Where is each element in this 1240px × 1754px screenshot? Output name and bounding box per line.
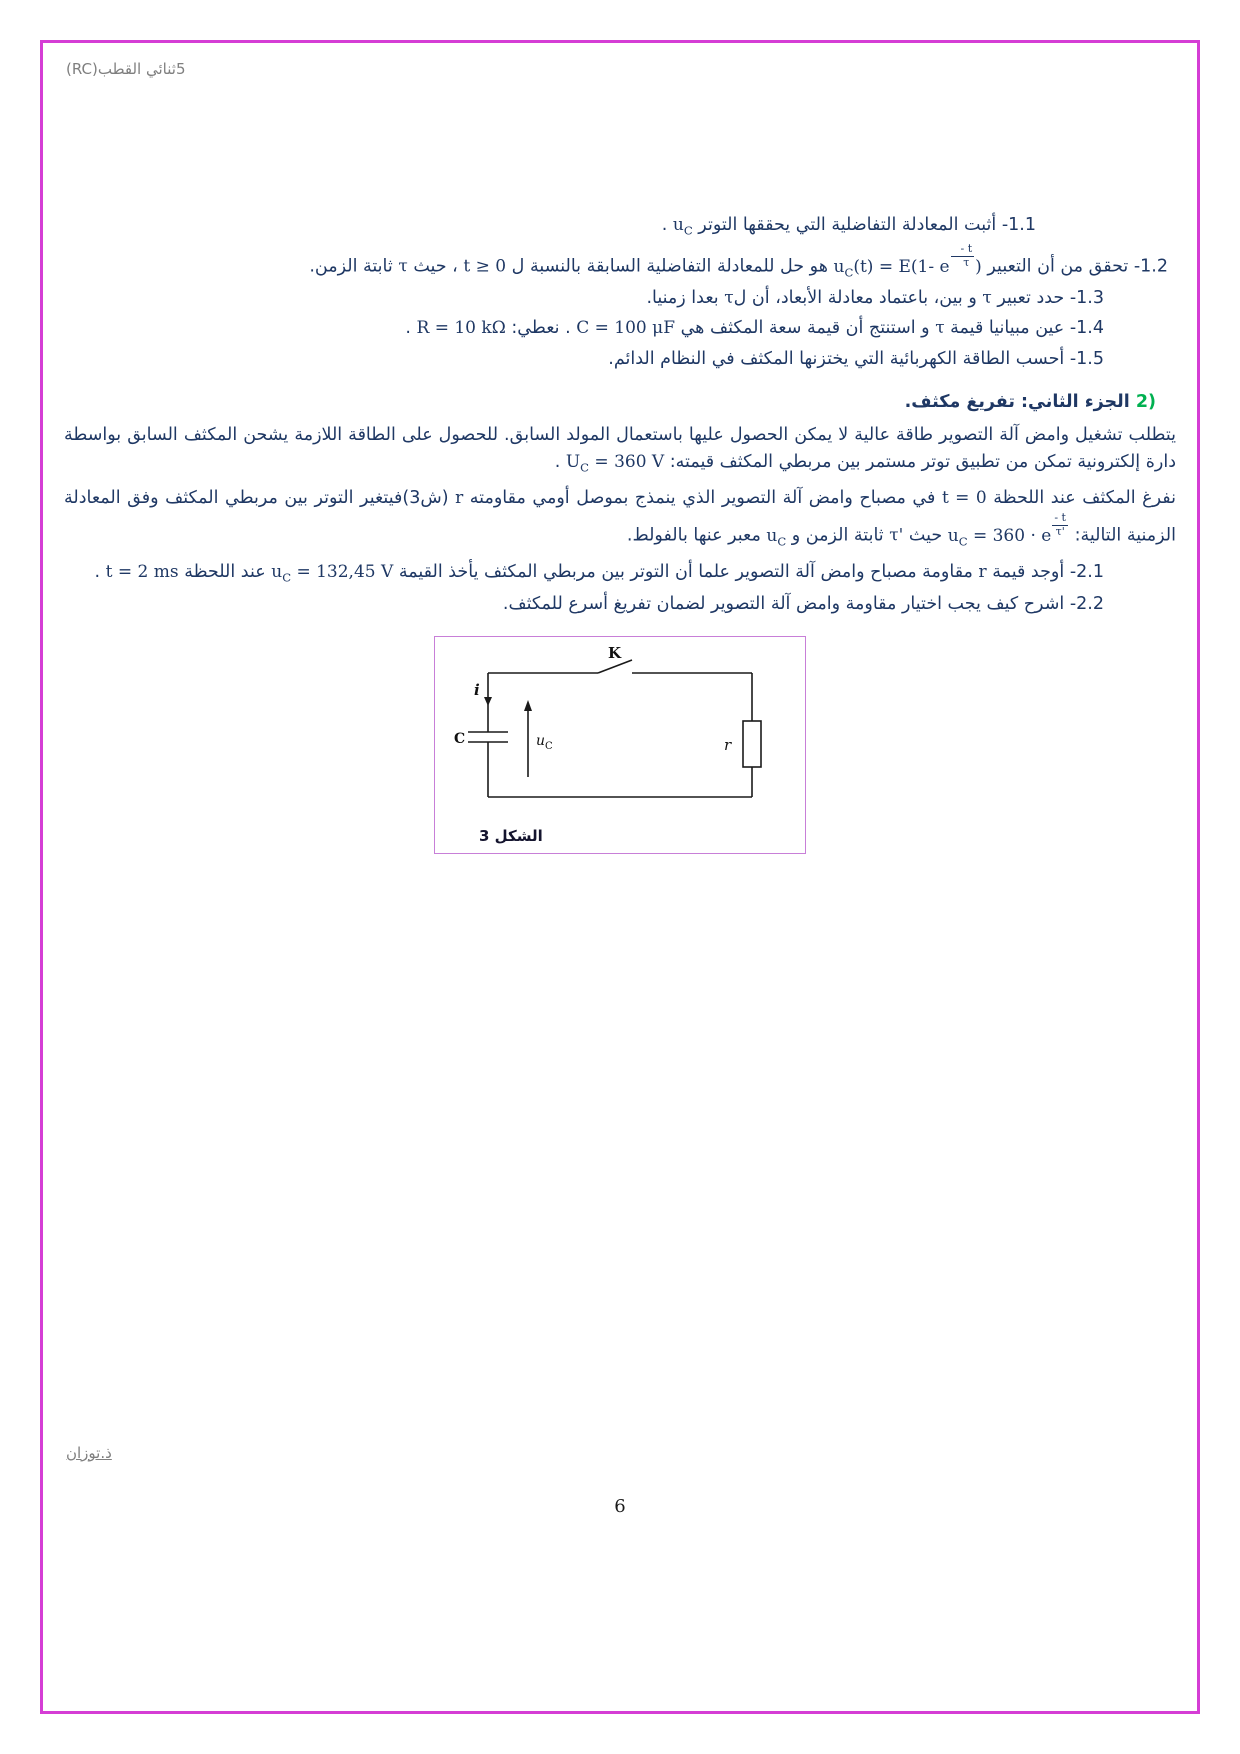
exponent-fraction: [951, 243, 975, 269]
footer-author: ذ.توزان: [66, 1444, 112, 1462]
exponent-numerator: - t: [1054, 511, 1066, 525]
question-1-5-text: أحسب الطاقة الكهربائية التي يختزنها المكثف في النظام الدائم.: [608, 348, 1065, 369]
question-1-4: [64, 315, 1176, 342]
tau-symbol: τ: [724, 288, 734, 309]
question-2-2-text: اشرح كيف يجب اختيار مقاومة وامض آلة التصوير لضمان تفريغ أسرع للمكثف.: [502, 593, 1065, 614]
part2-heading: [64, 389, 1176, 416]
question-1-5-number: 1.5-: [1069, 348, 1104, 369]
question-1-2-text-b: هو حل للمعادلة التفاضلية السابقة بالنسبة ل: [511, 257, 828, 277]
exponent-denominator: τ': [1055, 525, 1065, 539]
tau-symbol: τ: [935, 318, 945, 339]
uc-arrowhead: [524, 700, 532, 711]
part2-paragraph-2-text-f: معبر عنها بالفولط.: [626, 526, 761, 547]
uc-charging-value: [565, 451, 665, 475]
formula-close: ): [975, 257, 982, 277]
condition-t: t ≥ 0: [463, 257, 507, 277]
part2-paragraph-2: [64, 485, 1176, 551]
capacitance-value: C = 100 μF: [576, 318, 675, 339]
uc-symbol: [766, 526, 787, 549]
question-1-3-text-c: بعدا زمنيا.: [646, 288, 719, 309]
u-symbol: u: [947, 526, 959, 547]
question-2-1: [64, 559, 1176, 587]
circuit-diagram: [440, 645, 800, 823]
part2-paragraph-2-text-c: (ش3)فيتغير التوتر بين مربطي المكثف وفق المعادلة الزمنية التالية:: [64, 488, 1176, 547]
formula-body: = 360 · e: [967, 526, 1052, 547]
part2-paragraph-2-text-d: حيث: [908, 526, 943, 547]
resistor-body: [743, 721, 761, 767]
u-symbol: u: [766, 526, 778, 547]
current-label: i: [474, 680, 480, 699]
period: .: [94, 562, 101, 583]
part2-paragraph-2-text-a: نفرغ المكثف عند اللحظة: [993, 488, 1176, 509]
voltage-value: = 360 V: [589, 451, 665, 472]
time-zero: t = 0: [941, 488, 987, 509]
u-symbol: U: [565, 451, 581, 472]
uc-measured-value: [271, 562, 394, 585]
question-1-1-text: أثبت المعادلة التفاضلية التي يحققها التوتر: [698, 215, 997, 235]
question-1-1-number: 1.1-: [1001, 215, 1036, 235]
u-symbol: u: [672, 215, 684, 235]
u-subscript: C: [282, 570, 292, 585]
resistor-label: r: [724, 735, 732, 754]
page-header: [66, 60, 186, 78]
u-subscript: C: [844, 265, 854, 280]
uc-label-sub: C: [545, 740, 553, 752]
exponent-numerator: - t: [951, 243, 975, 257]
tau-symbol: τ: [982, 288, 992, 309]
uc-symbol: [672, 215, 693, 238]
question-1-3-text-b: و بين، باعتماد معادلة الأبعاد، أن ل: [733, 288, 977, 309]
period: .: [405, 318, 411, 339]
question-2-1-text-a: أوجد قيمة: [992, 562, 1065, 583]
question-2-1-number: 2.1-: [1069, 562, 1104, 583]
u-subscript: C: [958, 534, 968, 549]
question-1-2-text-c: ، حيث: [413, 257, 458, 277]
part2-title: الجزء الثاني: تفريغ مكثف.: [904, 391, 1130, 412]
capacitor-label: C: [454, 730, 466, 747]
question-1-3: [64, 285, 1176, 312]
part2-paragraph-1-text: يتطلب تشغيل وامض آلة التصوير طاقة عالية لا يمكن الحصول عليها باستعمال المولد السابق. للحصول على الطاقة اللازمة يشحن المكثف السابق بواسطة دارة إلكترونية تمكن من تطبيق توتر مستمر بين مربطي المكثف قيمته:: [64, 424, 1176, 472]
period: .: [554, 451, 561, 472]
exponent-fraction: [1052, 512, 1068, 538]
document-content: [64, 212, 1176, 854]
question-1-2-text-d: ثابتة الزمن.: [309, 257, 393, 277]
u-symbol: u: [271, 562, 283, 583]
question-1-2: [64, 243, 1176, 282]
switch-label: K: [608, 644, 622, 662]
formula-uc-discharge: [947, 511, 1069, 549]
question-1-4-text-c: . نعطي:: [511, 318, 571, 339]
question-1-2-number: 1.2-: [1133, 257, 1168, 277]
u-subscript: C: [777, 534, 787, 549]
current-arrowhead: [484, 697, 492, 706]
exponent-denominator: τ: [963, 255, 970, 269]
question-1-1: [64, 212, 1176, 240]
formula-body: (t) = E(1- e: [853, 257, 950, 277]
header-title: 5ثنائي القطب(RC): [66, 60, 186, 78]
r-symbol: r: [978, 562, 987, 583]
tau-prime-symbol: τ': [889, 526, 904, 547]
question-1-5: [64, 346, 1176, 373]
voltage-value: = 132,45 V: [291, 562, 394, 583]
uc-label-u: u: [536, 732, 546, 749]
formula-uc-of-t: [833, 242, 982, 280]
question-1-4-text-a: عين مبيانيا قيمة: [950, 318, 1065, 339]
page-number: 6: [614, 1496, 626, 1517]
question-1-3-text-a: حدد تعبير: [997, 288, 1065, 309]
figure-3-box: [434, 636, 806, 854]
question-2-1-text-b: مقاومة مصباح وامض آلة التصوير علما أن التوتر بين مربطي المكثف يأخذ القيمة: [398, 562, 973, 583]
question-2-2: [64, 591, 1176, 618]
u-symbol: u: [833, 257, 845, 277]
question-1-4-number: 1.4-: [1069, 318, 1104, 339]
u-subscript: C: [580, 460, 590, 475]
question-1-4-text-b: و استنتج أن قيمة سعة المكثف هي: [680, 318, 930, 339]
part2-paragraph-2-text-b: في مصباح وامض آلة التصوير الذي ينمذج بموصل أومي مقاومته: [469, 488, 936, 509]
question-2-1-text-c: عند اللحظة: [184, 562, 266, 583]
question-1-3-number: 1.3-: [1069, 288, 1104, 309]
resistance-value: R = 10 kΩ: [416, 318, 506, 339]
question-1-2-text-a: تحقق من أن التعبير: [987, 257, 1129, 277]
question-2-2-number: 2.2-: [1069, 593, 1104, 614]
u-subscript: C: [683, 223, 693, 238]
part2-paragraph-2-text-e: ثابتة الزمن و: [791, 526, 884, 547]
part2-paragraph-1: [64, 422, 1176, 477]
r-symbol: r: [455, 488, 464, 509]
time-value: t = 2 ms: [105, 562, 179, 583]
period: .: [661, 215, 668, 235]
figure-caption: الشكل 3: [479, 826, 543, 845]
tau-symbol: τ: [398, 257, 408, 277]
part2-number: 2): [1135, 391, 1156, 412]
